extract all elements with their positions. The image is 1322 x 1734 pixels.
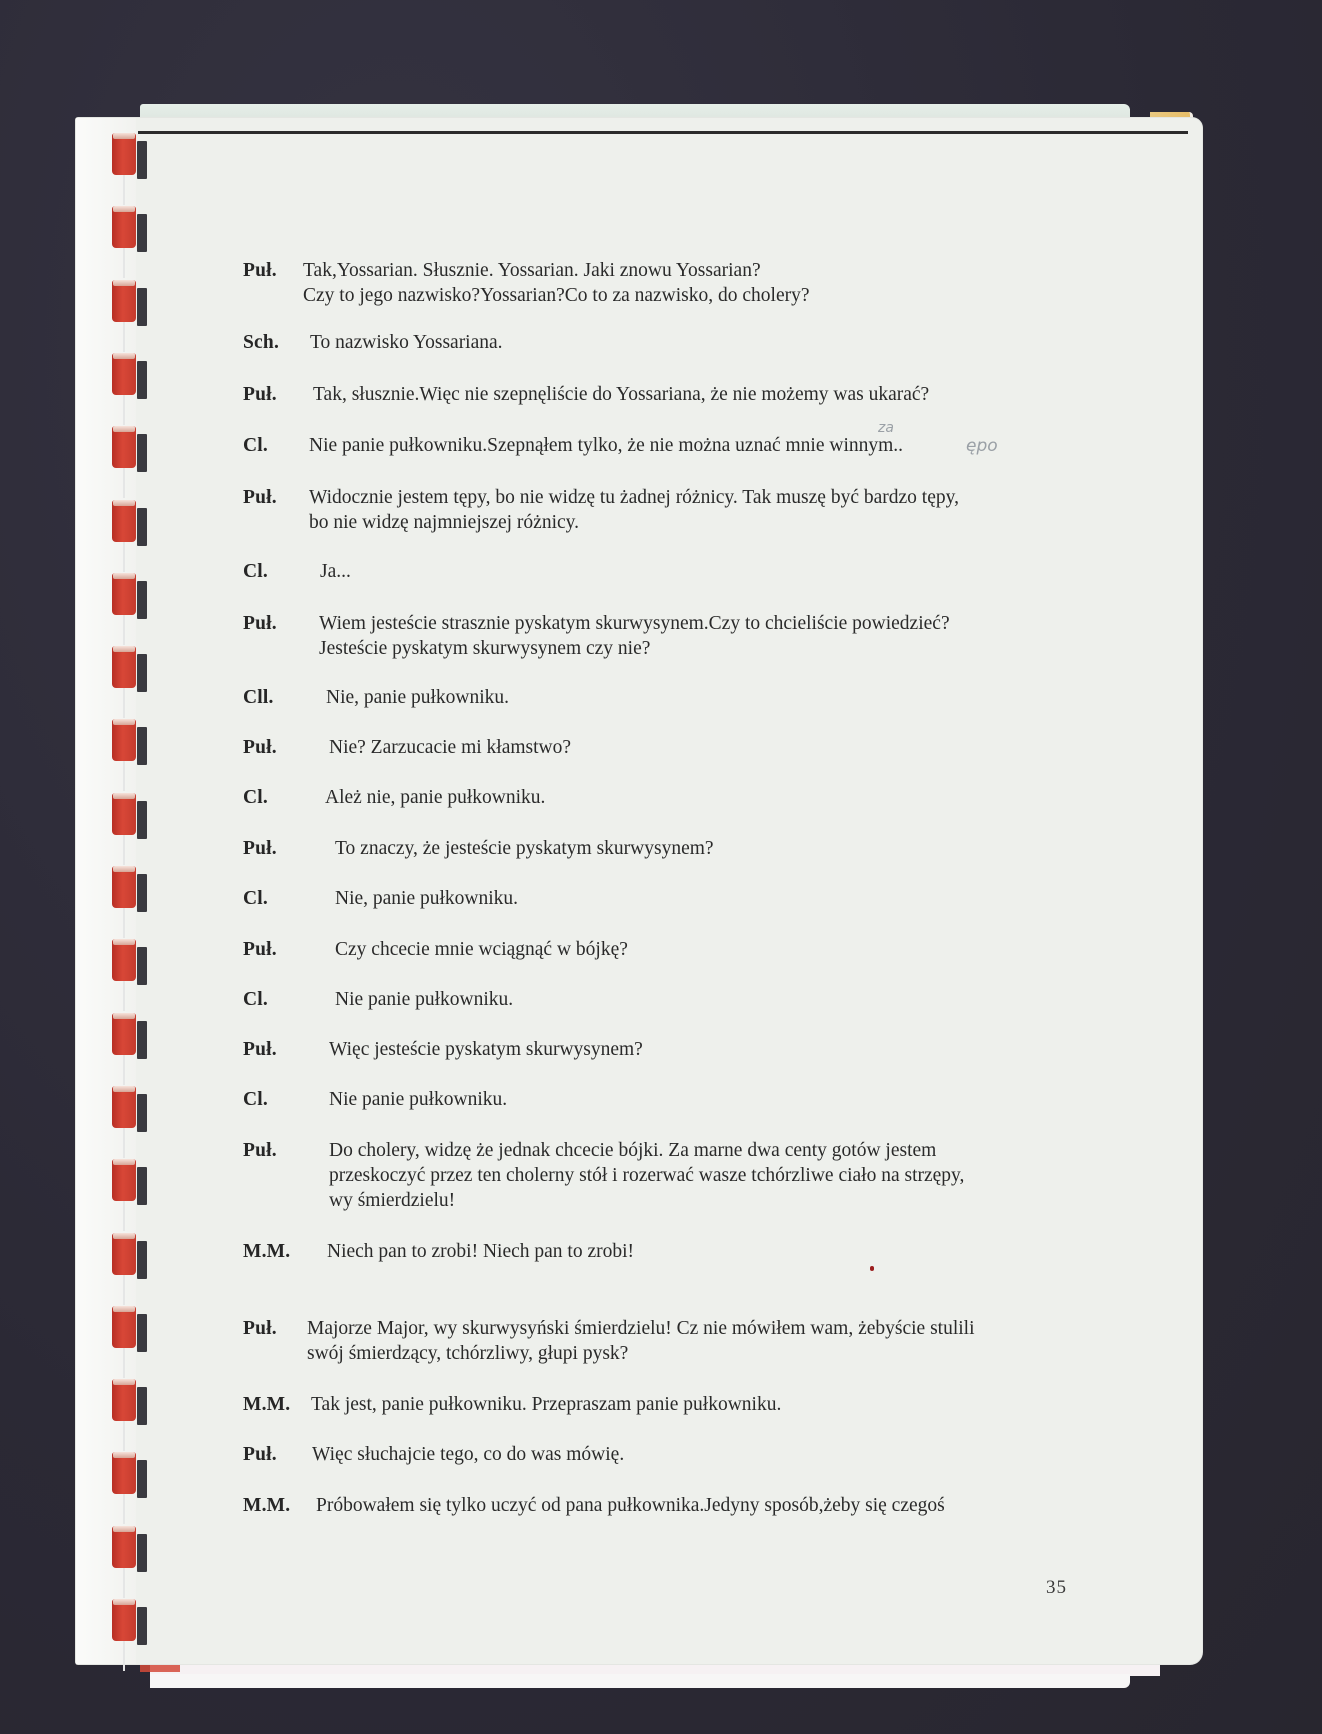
- speaker-label: Cl.: [243, 1089, 268, 1110]
- binding-ring: [112, 133, 150, 179]
- punch-hole: [137, 581, 147, 619]
- ring-loop: [112, 1013, 136, 1055]
- ring-loop: [112, 939, 136, 981]
- binding-wire: [123, 322, 125, 352]
- speaker-label: Puł.: [243, 1318, 277, 1339]
- ring-loop: [112, 133, 136, 175]
- punch-hole: [137, 1241, 147, 1279]
- binding-wire: [123, 542, 125, 572]
- speaker-label: Cl.: [243, 561, 268, 582]
- punch-hole: [137, 874, 147, 912]
- ring-loop: [112, 573, 136, 615]
- handwritten-annotation: za: [878, 420, 894, 436]
- speaker-label: Puł.: [243, 939, 277, 960]
- speaker-label: Sch.: [243, 332, 280, 353]
- speaker-label: Cll.: [243, 687, 274, 708]
- speaker-label: Puł.: [243, 260, 277, 281]
- binding-wire: [123, 395, 125, 425]
- binding-wire: [123, 248, 125, 278]
- speaker-label: M.M.: [243, 1495, 291, 1516]
- binding-wire: [123, 688, 125, 718]
- ring-loop: [112, 1233, 136, 1275]
- binding-wire: [123, 761, 125, 791]
- punch-hole: [137, 947, 147, 985]
- header-rule: [138, 131, 1188, 134]
- handwritten-annotation: ępo: [966, 436, 998, 456]
- binding-wire: [123, 175, 125, 205]
- speaker-label: Cl.: [243, 888, 268, 909]
- punch-hole: [137, 654, 147, 692]
- punch-hole: [137, 1387, 147, 1425]
- speaker-label: Puł.: [243, 1039, 277, 1060]
- binding-ring: [112, 353, 150, 399]
- stacked-sheets-top-edge: [140, 104, 1130, 118]
- punch-hole: [137, 801, 147, 839]
- punch-hole: [137, 434, 147, 472]
- ring-loop: [112, 866, 136, 908]
- stacked-sheets-bottom-edge-2: [150, 1674, 1130, 1688]
- binding-wire: [123, 835, 125, 865]
- speech-text: Widocznie jestem tępy, bo nie widzę tu żadnej różnicy. Tak muszę być bardzo tępy, bo nie widzę najmniejszej różnicy.: [309, 487, 959, 533]
- ring-loop: [112, 719, 136, 761]
- speech-text: Więc słuchajcie tego, co do was mówię.: [312, 1444, 625, 1465]
- punch-hole: [137, 1021, 147, 1059]
- binding-ring: [112, 500, 150, 546]
- speech-text: Ależ nie, panie pułkowniku.: [325, 787, 546, 808]
- punch-hole: [137, 288, 147, 326]
- binding-ring: [112, 1452, 150, 1498]
- speaker-label: M.M.: [243, 1394, 291, 1415]
- speech-text: Nie panie pułkowniku.Szepnąłem tylko, że nie można uznać mnie winnym..: [309, 435, 904, 456]
- speaker-label: Puł.: [243, 1140, 277, 1161]
- binding-ring: [112, 1013, 150, 1059]
- speech-text: Tak,Yossarian. Słusznie. Yossarian. Jaki znowu Yossarian? Czy to jego nazwisko?Yossarian?Co to za nazwisko, do cholery?: [303, 260, 810, 306]
- speech-text: Nie panie pułkowniku.: [329, 1089, 508, 1110]
- speaker-label: Puł.: [243, 737, 277, 758]
- speech-text: Majorze Major, wy skurwysyński śmierdzielu! Cz nie mówiłem wam, żebyście stulili swój śmierdzący, tchórzliwy, głupi pysk?: [307, 1318, 975, 1364]
- speech-text: Nie, panie pułkowniku.: [326, 687, 510, 708]
- punch-hole: [137, 141, 147, 179]
- ring-loop: [112, 1306, 136, 1348]
- binding-wire: [123, 468, 125, 498]
- speech-text: Czy chcecie mnie wciągnąć w bójkę?: [335, 939, 628, 960]
- binding-wire: [123, 1421, 125, 1451]
- speaker-label: Cl.: [243, 787, 268, 808]
- speech-text: Tak, słusznie.Więc nie szepnęliście do Yossariana, że nie możemy was ukarać?: [313, 384, 930, 405]
- punch-hole: [137, 1607, 147, 1645]
- binding-ring: [112, 1306, 150, 1352]
- speech-text: Do cholery, widzę że jednak chcecie bójki. Za marne dwa centy gotów jestem przeskoczyć przez ten cholerny stół i rozerwać wasze tchórzliwe ciało na strzępy, wy śmierdzielu!: [329, 1140, 965, 1211]
- speech-text: To znaczy, że jesteście pyskatym skurwysynem?: [335, 838, 714, 859]
- speaker-label: M.M.: [243, 1241, 291, 1262]
- speaker-label: Puł.: [243, 384, 277, 405]
- punch-hole: [137, 1460, 147, 1498]
- ring-loop: [112, 1599, 136, 1641]
- speaker-label: Puł.: [243, 838, 277, 859]
- ring-loop: [112, 426, 136, 468]
- speaker-label: Puł.: [243, 487, 277, 508]
- punch-hole: [137, 361, 147, 399]
- speech-text: Nie panie pułkowniku.: [335, 989, 514, 1010]
- binding-ring: [112, 1086, 150, 1132]
- binding-ring: [112, 1233, 150, 1279]
- binding-wire: [123, 1128, 125, 1158]
- speech-text: Ja...: [320, 561, 351, 582]
- ring-loop: [112, 1159, 136, 1201]
- ring-loop: [112, 353, 136, 395]
- ring-loop: [112, 1452, 136, 1494]
- binding-ring: [112, 426, 150, 472]
- speaker-label: Puł.: [243, 613, 277, 634]
- speech-text: Wiem jesteście strasznie pyskatym skurwysynem.Czy to chcieliście powiedzieć? Jesteście pyskatym skurwysynem czy nie?: [319, 613, 950, 659]
- binding-ring: [112, 280, 150, 326]
- binding-wire: [123, 1641, 125, 1671]
- speech-text: Nie? Zarzucacie mi kłamstwo?: [329, 737, 572, 758]
- ink-speck: [870, 1266, 874, 1271]
- speech-text: Tak jest, panie pułkowniku. Przepraszam panie pułkowniku.: [311, 1394, 782, 1415]
- binding-wire: [123, 1568, 125, 1598]
- binding-wire: [123, 1055, 125, 1085]
- binding-ring: [112, 206, 150, 252]
- binding-ring: [112, 1159, 150, 1205]
- ring-loop: [112, 500, 136, 542]
- binding-wire: [123, 981, 125, 1011]
- speaker-label: Puł.: [243, 1444, 277, 1465]
- speech-text: Nie, panie pułkowniku.: [335, 888, 519, 909]
- binding-wire: [123, 615, 125, 645]
- punch-hole: [137, 1314, 147, 1352]
- punch-hole: [137, 508, 147, 546]
- punch-hole: [137, 214, 147, 252]
- ring-loop: [112, 1379, 136, 1421]
- binding-ring: [112, 1599, 150, 1645]
- binding-ring: [112, 866, 150, 912]
- ring-loop: [112, 646, 136, 688]
- speech-text: Niech pan to zrobi! Niech pan to zrobi!: [327, 1241, 635, 1262]
- binding-wire: [123, 1348, 125, 1378]
- binding-ring: [112, 719, 150, 765]
- ring-loop: [112, 206, 136, 248]
- binding-wire: [123, 1201, 125, 1231]
- speaker-label: Cl.: [243, 435, 268, 456]
- speech-text: Więc jesteście pyskatym skurwysynem?: [329, 1039, 643, 1060]
- ring-loop: [112, 1526, 136, 1568]
- ring-loop: [112, 280, 136, 322]
- punch-hole: [137, 727, 147, 765]
- ring-loop: [112, 1086, 136, 1128]
- punch-hole: [137, 1167, 147, 1205]
- binding-ring: [112, 939, 150, 985]
- speech-text: To nazwisko Yossariana.: [310, 332, 503, 353]
- binding-wire: [123, 908, 125, 938]
- speaker-label: Cl.: [243, 989, 268, 1010]
- binding-ring: [112, 793, 150, 839]
- binding-ring: [112, 1379, 150, 1425]
- binding-ring: [112, 573, 150, 619]
- binding-ring: [112, 1526, 150, 1572]
- punch-hole: [137, 1094, 147, 1132]
- ring-loop: [112, 793, 136, 835]
- binding-ring: [112, 646, 150, 692]
- punch-hole: [137, 1534, 147, 1572]
- speech-text: Próbowałem się tylko uczyć od pana pułkownika.Jedyny sposób,żeby się czegoś: [316, 1495, 945, 1516]
- binding-wire: [123, 1494, 125, 1524]
- page-number: 35: [1046, 1577, 1067, 1598]
- binding-wire: [123, 1275, 125, 1305]
